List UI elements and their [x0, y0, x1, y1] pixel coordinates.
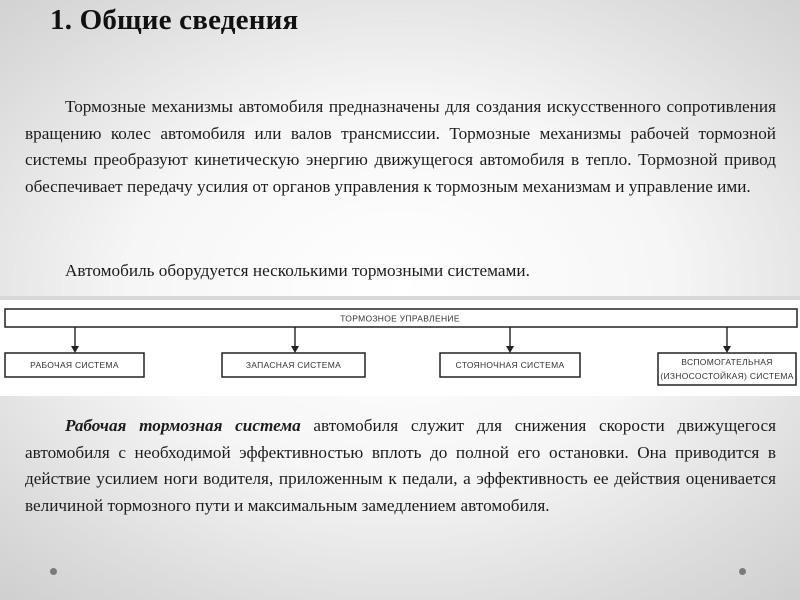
slide-title: 1. Общие сведения [50, 4, 299, 36]
root-box-label: ТОРМОЗНОЕ УПРАВЛЕНИЕ [340, 313, 460, 324]
child-box-auxiliary-label-2: (ИЗНОСОСТОЙКАЯ) СИСТЕМА [660, 371, 794, 381]
child-box-parking-label: СТОЯНОЧНАЯ СИСТЕМА [455, 360, 565, 370]
systems-paragraph: Автомобиль оборудуется несколькими тормозными системами. [65, 261, 530, 280]
child-box-reserve-label: ЗАПАСНАЯ СИСТЕМА [245, 360, 342, 370]
intro-paragraph: Тормозные механизмы автомобиля предназначены для создания искусственного сопротивления вращению колес автомобиля или валов трансмиссии. Тормозные механизмы рабочей тормозной системы преобразуют кинетическую энергию движущегося автомобиля в тепло. Тормозной привод обеспечивает передачу усилия от органов управления к тормозным механизмам и управление ими. [25, 97, 776, 196]
child-box-service-label: РАБОЧАЯ СИСТЕМА [30, 360, 119, 370]
connector-arrows [71, 327, 731, 353]
service-brake-text: автомобиля служит для снижения скорости движущегося автомобиля с необходимой эффективностью вплоть до полной его остановки. Она приводится в действие усилием ноги водителя, приложенным к педали, а эффективность ее действия оценивается величиной тормозного пути и максимальным замедлением автомобиля. [25, 416, 776, 515]
diagram-top-strip [0, 296, 800, 300]
child-box-auxiliary-label-1: ВСПОМОГАТЕЛЬНАЯ [681, 357, 773, 367]
brake-systems-diagram [0, 296, 800, 396]
diagram-svg [0, 296, 800, 396]
right-bullet-dot [739, 568, 746, 575]
service-brake-term: Рабочая тормозная система [65, 416, 301, 435]
left-bullet-dot [50, 568, 57, 575]
service-brake-paragraph [25, 413, 776, 519]
